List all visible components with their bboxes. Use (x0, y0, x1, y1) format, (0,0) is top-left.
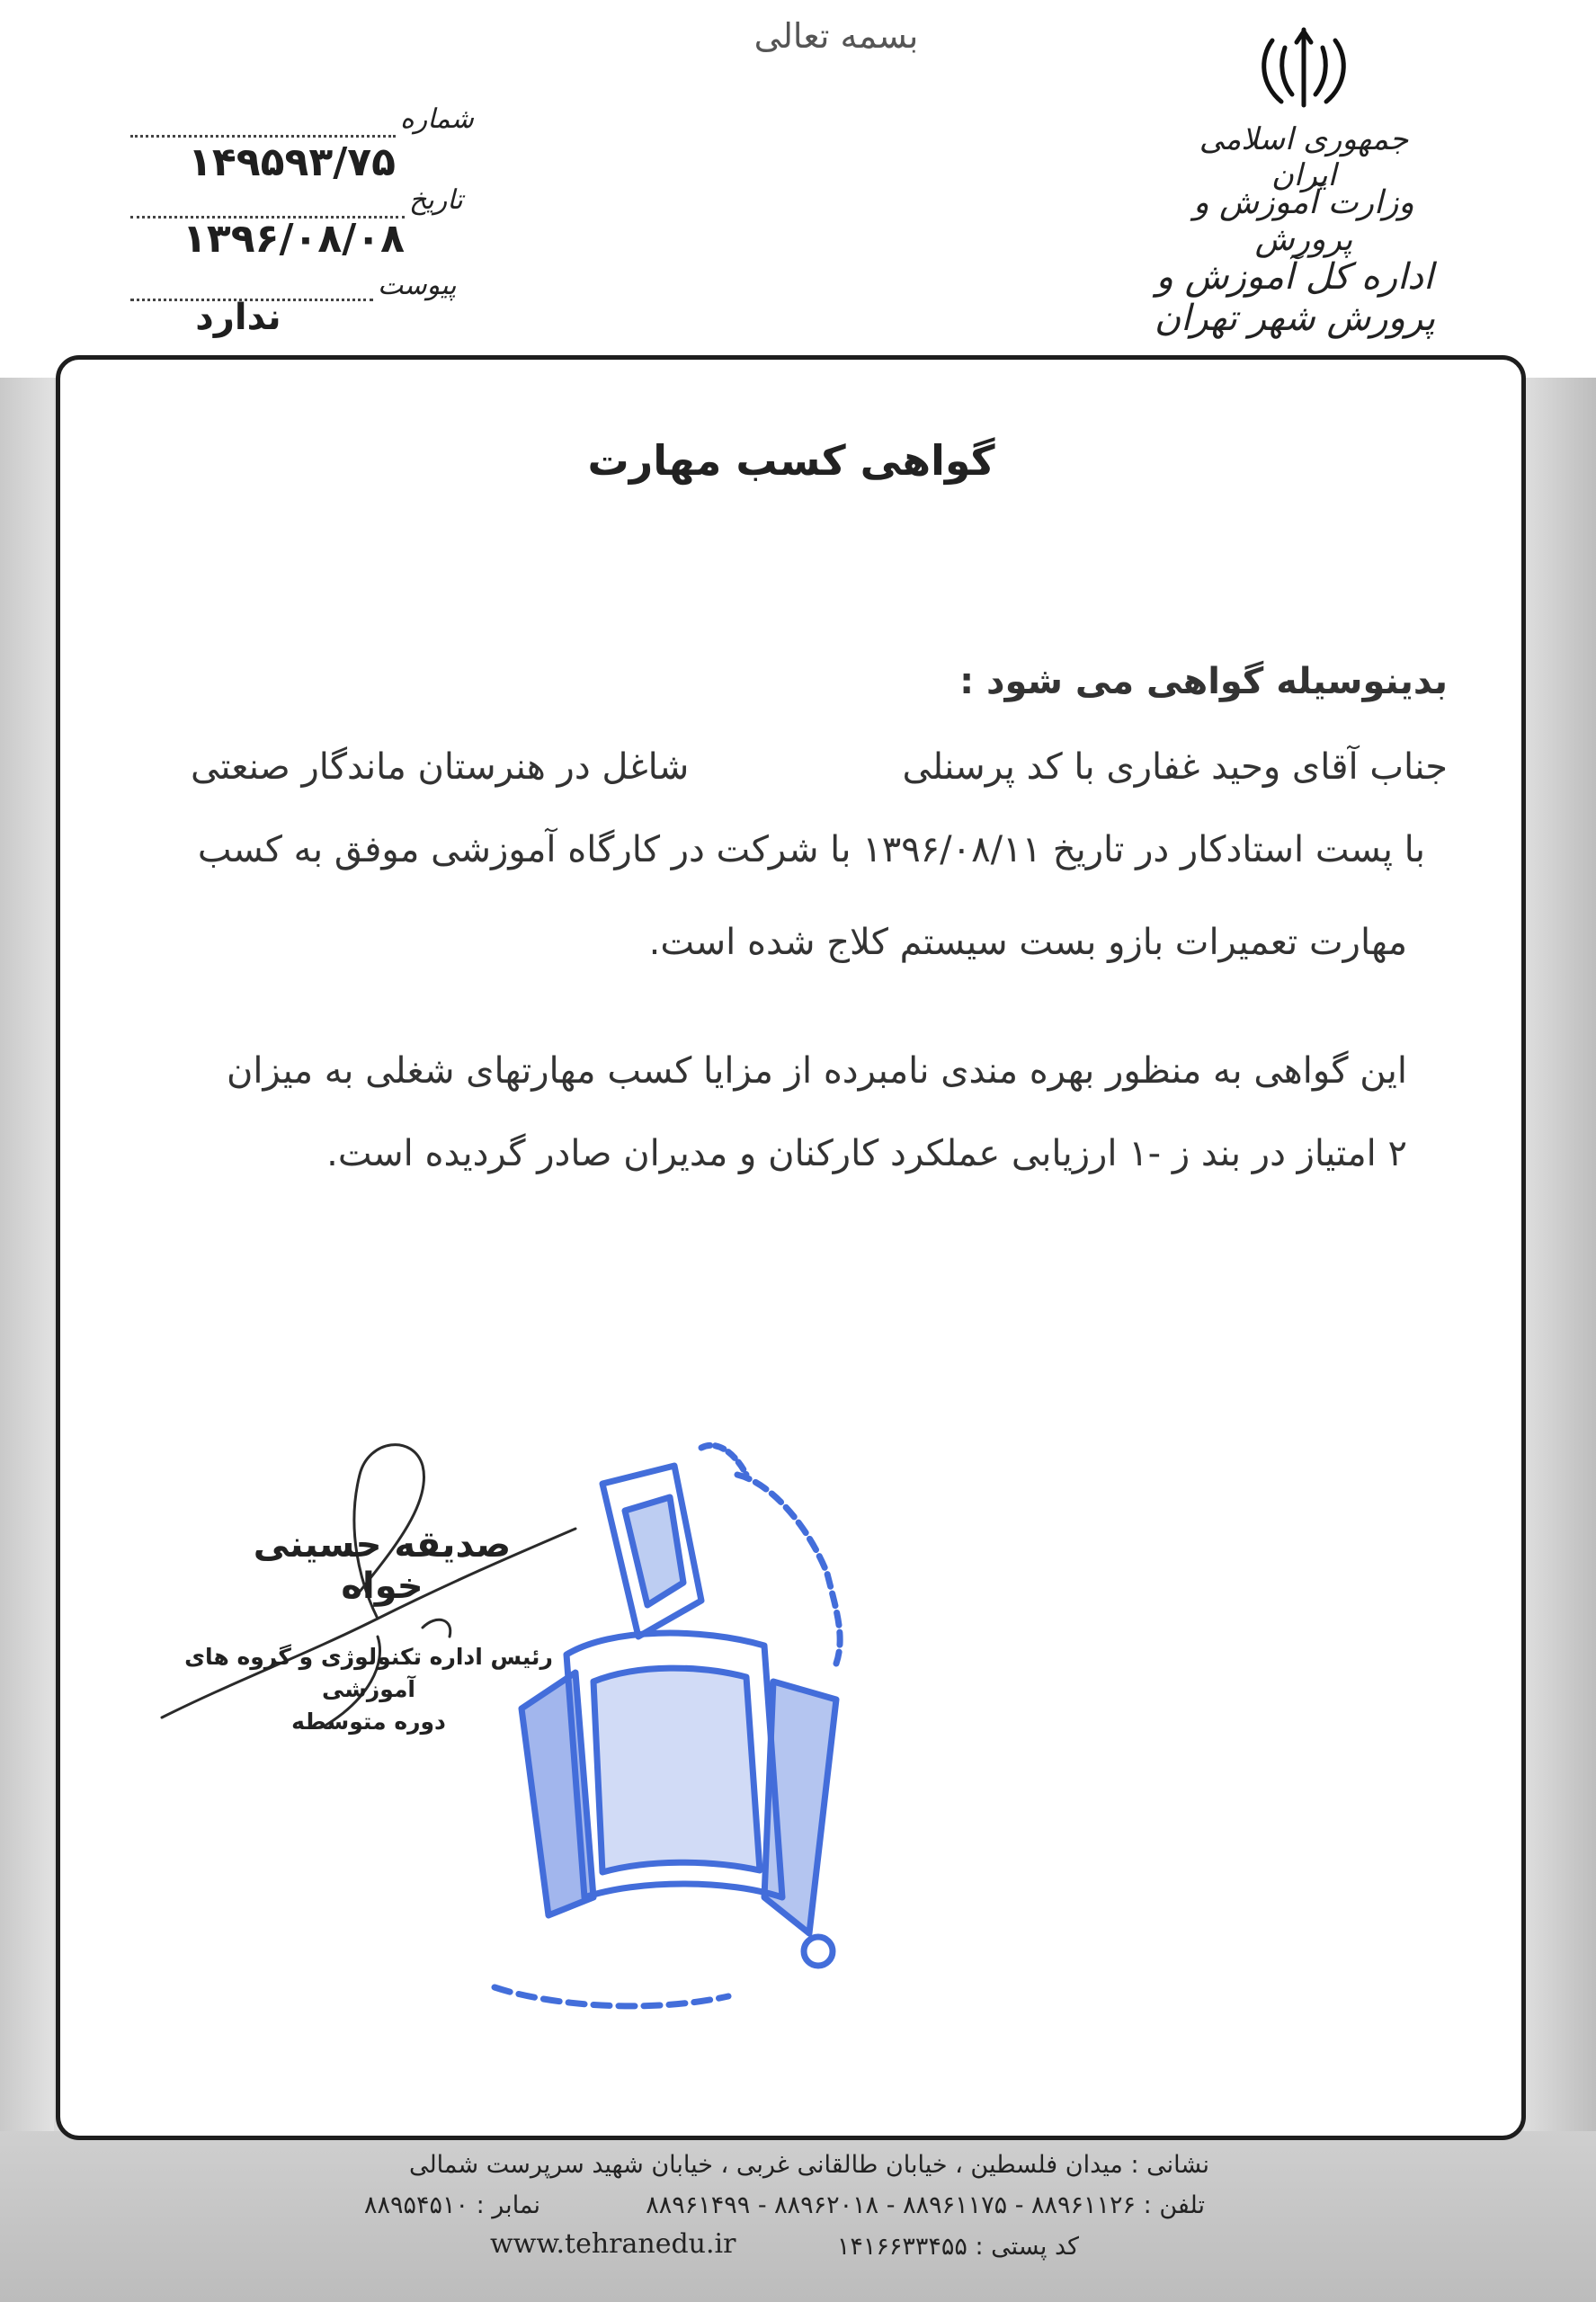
gov-line-republic: جمهوری اسلامی ایران (1199, 121, 1409, 193)
footer-postal-code: کد پستی : ۱۴۱۶۶۳۳۴۵۵ (836, 2233, 1079, 2261)
date-label: تاریخ (409, 184, 463, 216)
body-line-5: ۲ امتیاز در بند ز -۱ ارزیابی عملکرد کارکنان و مدیران صادر گردیده است. (326, 1133, 1407, 1174)
footer-fax: نمابر : ۸۸۹۵۴۵۱۰ (364, 2191, 541, 2219)
gov-line-department: اداره کل آموزش و پرورش شهر تهران (1154, 256, 1436, 339)
number-dotted-line (130, 135, 396, 138)
iran-emblem-icon (1254, 22, 1353, 112)
footer-phone: تلفن : ۸۸۹۶۱۱۲۶ - ۸۸۹۶۱۱۷۵ - ۸۸۹۶۲۰۱۸ - ۸۸۹۶۱۴۹۹ (646, 2191, 1205, 2219)
gov-line-ministry: وزارت آموزش و پرورش (1193, 184, 1414, 258)
body-line-2: با پست استادکار در تاریخ ۱۳۹۶/۰۸/۱۱ با شرکت در کارگاه آموزشی موفق به کسب (197, 829, 1425, 870)
intro-line: بدینوسیله گواهی می شود : (959, 661, 1448, 702)
body-line-1a: جناب آقای وحید غفاری با کد پرسنلی (902, 746, 1448, 788)
number-label: شماره (400, 103, 474, 135)
signatory-role-line1: رئیس اداره تکنولوژی و گروه های آموزشی (184, 1644, 553, 1702)
date-value: ۱۳۹۶/۰۸/۰۸ (183, 216, 405, 262)
scan-shadow-left (0, 378, 54, 2302)
certificate-title: گواهی کسب مهارت (587, 436, 995, 485)
footer-website: www.tehranedu.ir (490, 2228, 736, 2260)
body-line-1b: شاغل در هنرستان ماندگار صنعتی (191, 746, 690, 788)
basmala: بسمه تعالی (753, 16, 919, 56)
number-value: ۱۴۹۵۹۳/۷۵ (188, 139, 396, 185)
body-line-3: مهارت تعمیرات بازو بست سیستم کلاج شده است. (648, 922, 1407, 963)
footer-address: نشانی : میدان فلسطین ، خیابان طالقانی غربی ، خیابان شهید سرپرست شمالی (408, 2151, 1209, 2179)
body-line-4: این گواهی به منظور بهره مندی نامبرده از مزایا کسب مهارتهای شغلی به میزان (227, 1050, 1407, 1092)
scan-shadow-right (1524, 378, 1596, 2302)
attachment-value: ندارد (195, 297, 281, 338)
signatory-role-line2: دوره متوسطه (291, 1709, 446, 1735)
signatory-name: صدیقه حسینی خواه (253, 1524, 512, 1607)
attachment-label: پیوست (378, 270, 457, 301)
signatory-role (162, 1641, 575, 1738)
